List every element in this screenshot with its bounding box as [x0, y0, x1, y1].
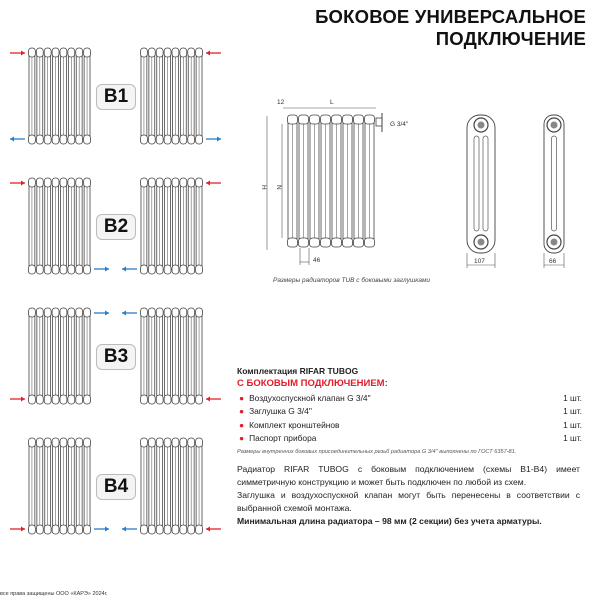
scheme-label: B1	[96, 84, 136, 110]
dimension-label: L	[330, 99, 334, 106]
kit-item: ● Комплект кронштейнов 1 шт.	[239, 419, 582, 430]
dimension-drawing	[260, 99, 564, 268]
scheme-label: B3	[96, 344, 136, 370]
radiator-icon	[29, 178, 91, 274]
return-arrow-icon	[10, 137, 25, 142]
return-arrow-icon	[122, 267, 137, 272]
kit-heading: Комплектация RIFAR TUBOG	[237, 366, 359, 376]
dimension-label: H	[260, 185, 267, 190]
return-arrow-icon	[206, 137, 221, 142]
return-arrow-icon	[122, 311, 137, 316]
bullet-icon: ●	[239, 406, 245, 417]
radiator-icon	[141, 308, 203, 404]
radiator-icon	[29, 48, 91, 144]
description: Радиатор RIFAR TUBOG с боковым подключением (схемы B1-B4) имеет симметричную конструкцию и может быть подключен по любой из схем. Заглушка и воздухоспускной клапан могут быть перенесены в соответствии с выбранной схемой монтажа. Минимальная длина радиатора – 98 мм (2 секции) без учета арматуры.	[237, 464, 580, 526]
radiator-icon	[29, 438, 91, 534]
copyright: все права защищены ООО «КАРЭ» 2024г.	[0, 591, 108, 597]
dimension-label: G 3/4''	[390, 121, 409, 128]
kit-subheading: С БОКОВЫМ ПОДКЛЮЧЕНИЕМ:	[237, 378, 388, 389]
return-arrow-icon	[94, 527, 109, 532]
supply-arrow-icon	[10, 527, 25, 532]
return-arrow-icon	[94, 267, 109, 272]
page-title: БОКОВОЕ УНИВЕРСАЛЬНОЕ ПОДКЛЮЧЕНИЕ	[315, 6, 586, 49]
side-view-2-column	[544, 115, 564, 268]
radiator-icon	[141, 438, 203, 534]
supply-arrow-icon	[10, 181, 25, 186]
bullet-icon: ●	[239, 433, 245, 444]
kit-section	[237, 366, 582, 455]
supply-arrow-icon	[206, 51, 221, 56]
supply-arrow-icon	[10, 51, 25, 56]
kit-item: ● Паспорт прибора 1 шт.	[239, 433, 582, 444]
kit-item: ● Воздухоспускной клапан G 3/4'' 1 шт.	[239, 392, 582, 403]
dimension-label: 12	[277, 99, 285, 106]
bullet-icon: ●	[239, 419, 245, 430]
dimension-label: 66	[549, 258, 557, 265]
dimension-label: N	[275, 185, 282, 190]
dimension-label: 46	[313, 257, 321, 264]
supply-arrow-icon	[206, 397, 221, 402]
supply-arrow-icon	[206, 527, 221, 532]
kit-item: ● Заглушка G 3/4'' 1 шт.	[239, 406, 582, 417]
return-arrow-icon	[94, 311, 109, 316]
radiator-icon	[141, 48, 203, 144]
supply-arrow-icon	[10, 397, 25, 402]
bullet-icon: ●	[239, 392, 245, 403]
dimension-label: 107	[474, 258, 485, 265]
side-view-4-column	[467, 115, 495, 268]
supply-arrow-icon	[206, 181, 221, 186]
radiator-icon	[141, 178, 203, 274]
scheme-label: B4	[96, 474, 136, 500]
radiator-icon	[29, 308, 91, 404]
thread-note: Размеры внутренних боковых присоединительных резьб радиатора G 3/4'' выполнены по ГОСТ 6357-81.	[237, 449, 517, 456]
radiator-icon	[288, 115, 375, 247]
return-arrow-icon	[122, 527, 137, 532]
scheme-label: B2	[96, 214, 136, 240]
drawing-caption: Размеры радиаторов TUB с боковыми заглушками	[273, 277, 431, 284]
